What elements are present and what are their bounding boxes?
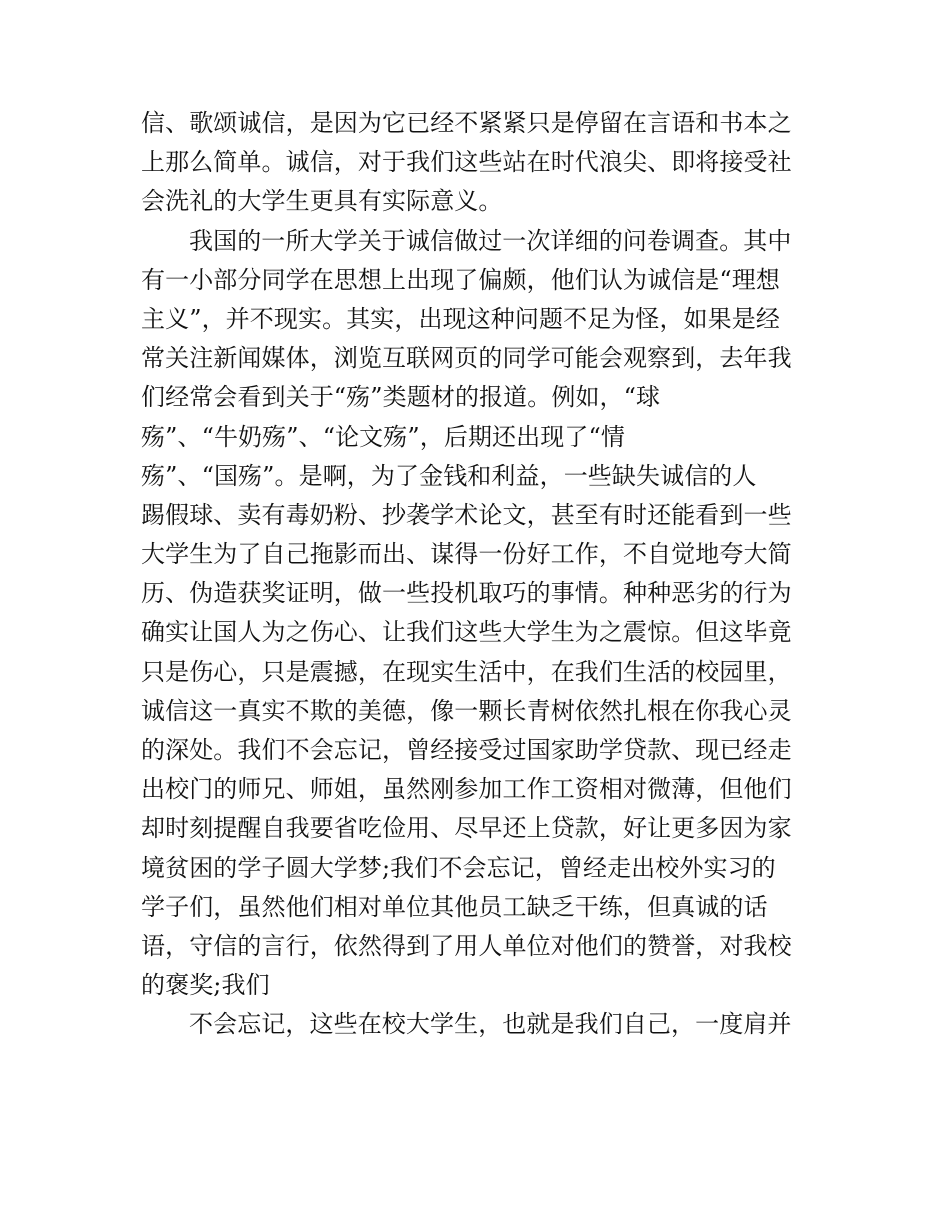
text-line: 们经常会看到关于“殇”类题材的报道。例如，“球 xyxy=(141,383,661,412)
body-text xyxy=(141,104,813,1045)
text-line: 有一小部分同学在思想上出现了偏颇，他们认为诚信是“理想 xyxy=(141,265,780,294)
text-line: 境贫困的学子圆大学梦;我们不会忘记，曾经走出校外实习的 xyxy=(141,853,776,882)
text-line: 出校门的师兄、师姐，虽然刚参加工作工资相对微薄，但他们 xyxy=(141,775,792,804)
text-line: 诚信这一真实不欺的美德，像一颗长青树依然扎根在你我心灵 xyxy=(141,696,792,725)
text-line: 殇”、“国殇”。是啊，为了金钱和利益，一些缺失诚信的人 xyxy=(141,461,757,490)
paragraph-start-line: 不会忘记，这些在校大学生，也就是我们自己，一度肩并 xyxy=(189,1010,792,1039)
text-line: 主义”，并不现实。其实，出现这种问题不足为怪，如果是经 xyxy=(141,304,780,333)
text-line: 踢假球、卖有毒奶粉、抄袭学术论文，甚至有时还能看到一些 xyxy=(141,500,792,529)
text-line: 语，守信的言行，依然得到了用人单位对他们的赞誉，对我校 xyxy=(141,931,792,960)
text-line: 上那么简单。诚信，对于我们这些站在时代浪尖、即将接受社 xyxy=(141,148,792,177)
paragraph-start-line: 我国的一所大学关于诚信做过一次详细的问卷调查。其中 xyxy=(189,226,792,255)
text-line: 的深处。我们不会忘记，曾经接受过国家助学贷款、现已经走 xyxy=(141,736,792,764)
text-line: 的褒奖;我们 xyxy=(141,971,270,1000)
text-line: 却时刻提醒自我要省吃俭用、尽早还上贷款，好让更多因为家 xyxy=(141,814,792,843)
text-line: 确实让国人为之伤心、让我们这些大学生为之震惊。但这毕竟 xyxy=(141,618,792,647)
text-line: 大学生为了自己拖影而出、谋得一份好工作，不自觉地夸大简 xyxy=(141,540,792,569)
text-line: 学子们，虽然他们相对单位其他员工缺乏干练，但真诚的话 xyxy=(141,892,768,921)
text-line: 历、伪造获奖证明，做一些投机取巧的事情。种种恶劣的行为 xyxy=(141,579,792,608)
text-line: 信、歌颂诚信，是因为它已经不紧紧只是停留在言语和书本之 xyxy=(141,109,792,137)
text-line: 殇”、“牛奶殇”、“论文殇”，后期还出现了“情 xyxy=(141,422,625,451)
text-line: 常关注新闻媒体，浏览互联网页的同学可能会观察到，去年我 xyxy=(141,344,792,373)
text-line: 会洗礼的大学生更具有实际意义。 xyxy=(141,187,503,216)
text-line: 只是伤心，只是震撼，在现实生活中，在我们生活的校园里， xyxy=(141,657,792,686)
